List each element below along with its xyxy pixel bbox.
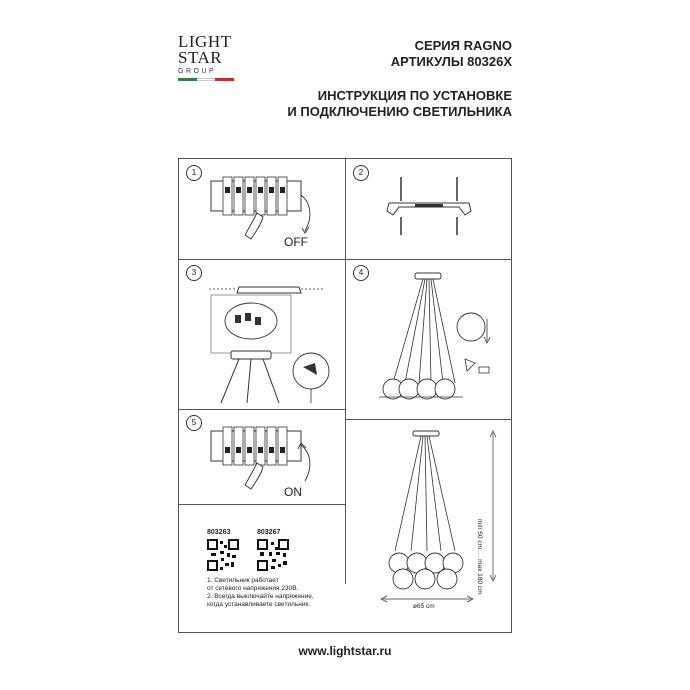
diameter-dimension: ø65 cm [413,603,435,610]
brand-logo [178,34,240,104]
title-line-2: И ПОДКЛЮЧЕНИЮ СВЕТИЛЬНИКА [287,104,512,119]
qr-code-icon[interactable] [257,539,289,571]
off-label: OFF [284,235,308,249]
divider-vertical [345,159,346,584]
series-name: СЕРИЯ RAGNO [414,38,512,53]
divider-h1 [179,259,346,260]
logo-line-1: LIGHT [178,32,232,51]
italian-flag-icon [178,78,234,81]
step-number-5: 5 [186,415,202,431]
divider-h3 [179,504,346,505]
step-number-4: 4 [353,265,369,281]
step-number-3: 3 [186,265,202,281]
divider-h2 [179,409,346,410]
mounting-bracket-illustration [379,173,489,253]
on-label: ON [284,485,302,499]
divider-h4 [345,259,512,260]
logo-line-2: STAR [178,48,223,67]
divider-h5 [345,419,512,420]
qr-code-icon[interactable] [207,539,239,571]
title-line-1: ИНСТРУКЦИЯ ПО УСТАНОВКЕ [317,88,512,103]
note-1-line-2: от сетевого напряжения 230В. [207,585,299,592]
note-1-line-1: 1. Светильник работает [207,577,279,584]
website-link[interactable]: www.lightstar.ru [298,644,392,658]
product-code-2: 803267 [257,529,281,536]
notes-block [207,577,347,609]
step-number-1: 1 [186,165,202,181]
chandelier-assembly-illustration [379,271,509,415]
chandelier-dimensions-illustration [375,429,505,609]
article-numbers: АРТИКУЛЫ 80326X [390,54,512,69]
step-number-2: 2 [353,165,369,181]
height-dimension: min 50 cm … max 180 cm [476,519,483,595]
instruction-grid [178,158,512,633]
note-2-line-1: 2. Всегда выключайте напряжение, [207,593,314,600]
wiring-illustration [199,275,339,405]
note-2-line-2: когда устанавливаете светильник. [207,601,311,608]
product-code-1: 803263 [207,529,231,536]
logo-line-3: GROUP [178,68,217,75]
